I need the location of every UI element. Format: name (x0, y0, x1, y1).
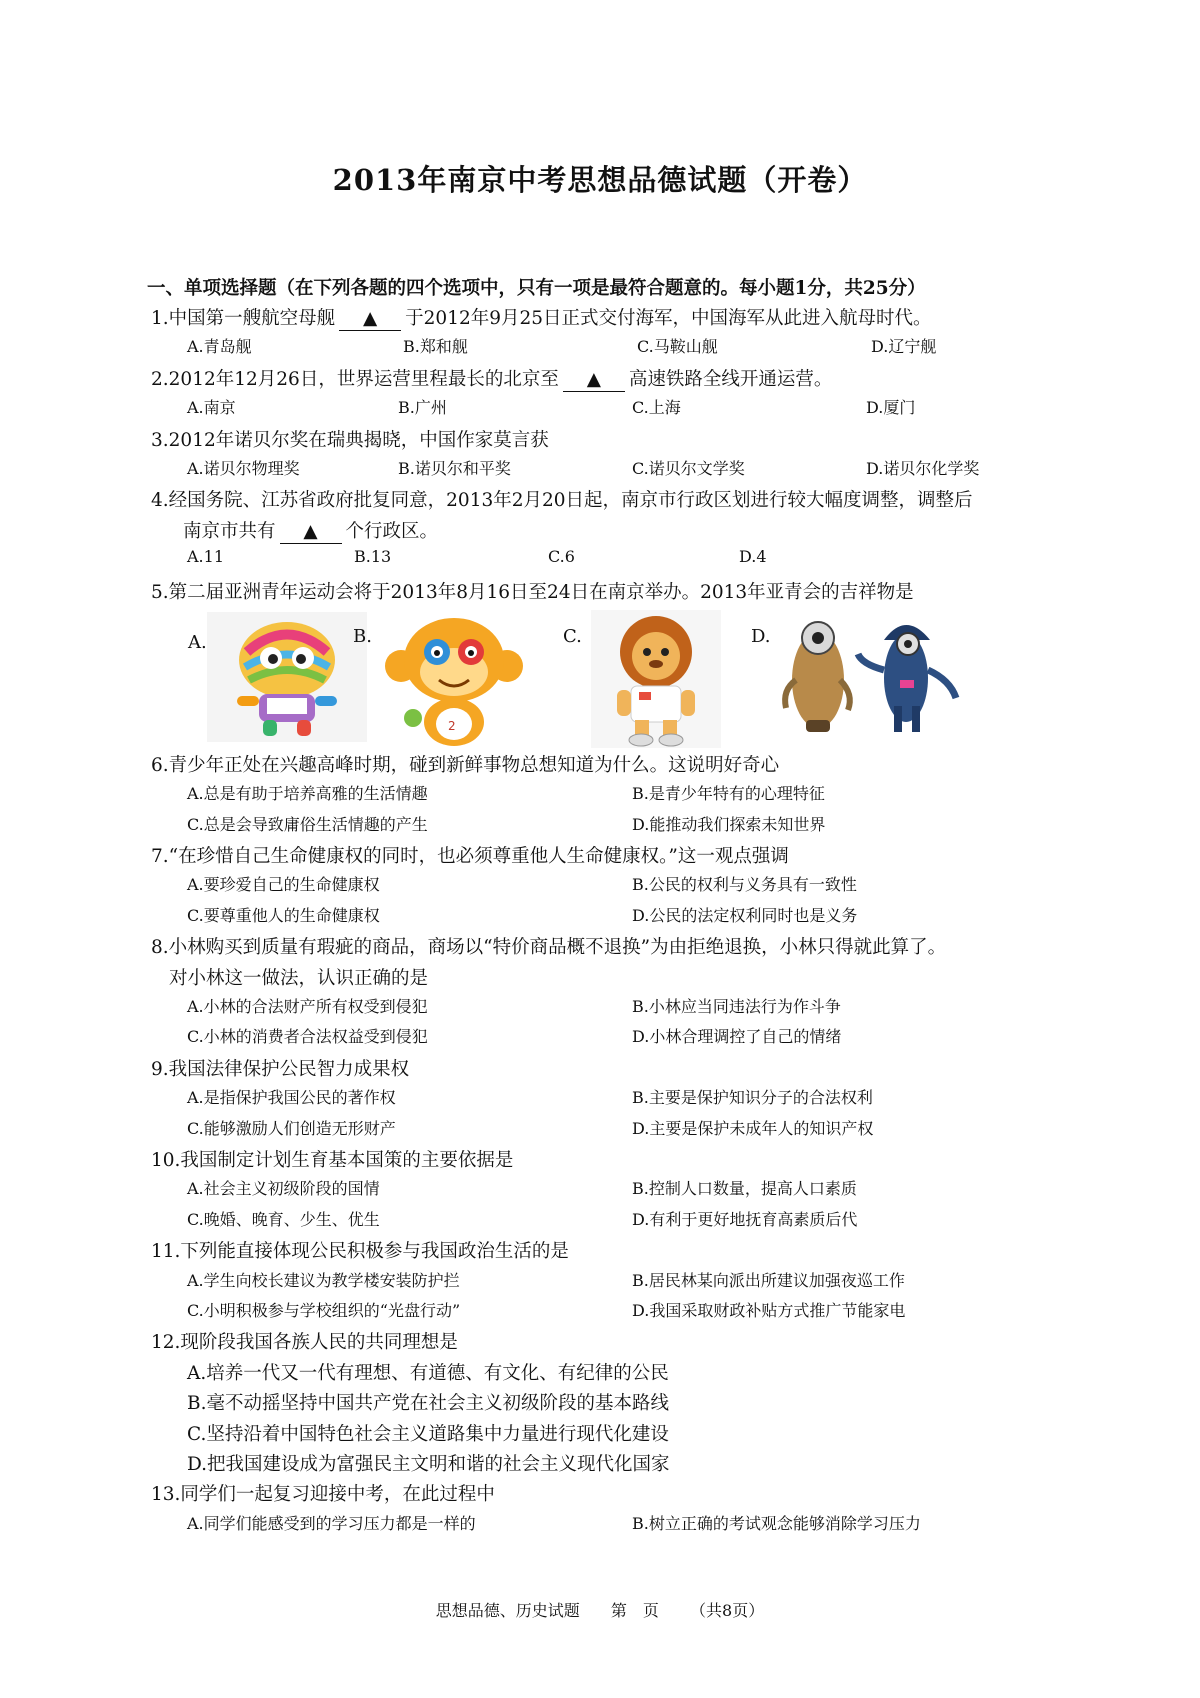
option-c: C.能够激励人们创造无形财产 (187, 1118, 396, 1138)
answer-blank: ▲ (339, 308, 401, 331)
option-b: B.13 (354, 547, 392, 567)
option-a: A.同学们能感受到的学习压力都是一样的 (187, 1513, 476, 1533)
options-row (151, 547, 1111, 577)
option-b: B.居民林某向派出所建议加强夜巡工作 (632, 1270, 905, 1290)
option-c: C.诺贝尔文学奖 (632, 458, 745, 478)
mascot-c-image (591, 610, 721, 748)
option-c: C.上海 (632, 398, 681, 418)
option-a: A.社会主义初级阶段的国情 (187, 1179, 380, 1199)
question-10: 10.我国制定计划生育基本国策的主要依据是 (151, 1149, 514, 1171)
option-d: D.把我国建设成为富强民主文明和谐的社会主义现代化国家 (187, 1453, 670, 1475)
answer-blank: ▲ (280, 521, 342, 544)
option-a: A.青岛舰 (187, 337, 252, 357)
option-c: C.晚婚、晚育、少生、优生 (187, 1209, 380, 1229)
options-row (151, 812, 1111, 842)
options-row (151, 994, 1111, 1024)
option-b: B.公民的权利与义务具有一致性 (632, 875, 857, 895)
question-1 (151, 304, 1111, 334)
question-stem: 于2012年9月25日正式交付海军，中国海军从此进入航母时代。 (405, 308, 932, 329)
option-a: A.是指保护我国公民的著作权 (187, 1088, 396, 1108)
option-a: A.南京 (187, 398, 236, 418)
question-2 (151, 365, 1111, 395)
options-row (151, 1085, 1111, 1115)
question-4-cont (151, 517, 1111, 547)
question-5: 5.第二届亚洲青年运动会将于2013年8月16日至24日在南京举办。2013年亚青会的吉祥物是 (151, 581, 914, 603)
options-row (151, 1176, 1111, 1206)
option-b: B.主要是保护知识分子的合法权利 (632, 1088, 873, 1108)
question-11: 11.下列能直接体现公民积极参与我国政治生活的是 (151, 1241, 569, 1263)
question-stem: 个行政区。 (345, 520, 439, 542)
question-stem: 1.中国第一艘航空母舰 (151, 308, 336, 329)
options-row (151, 872, 1111, 902)
question-12: 12.现阶段我国各族人民的共同理想是 (151, 1332, 458, 1354)
option-d: D.有利于更好地抚育高素质后代 (632, 1209, 858, 1229)
question-3: 3.2012年诺贝尔奖在瑞典揭晓，中国作家莫言获 (151, 429, 549, 451)
question-list (151, 304, 1111, 1541)
option-b: B.毫不动摇坚持中国共产党在社会主义初级阶段的基本路线 (187, 1393, 669, 1415)
option-b: B.郑和舰 (403, 337, 468, 357)
option-d-label: D. (751, 625, 771, 647)
answer-blank: ▲ (563, 369, 625, 392)
mascot-b-image (379, 610, 529, 748)
option-b: B.诺贝尔和平奖 (398, 458, 511, 478)
option-a: A.11 (187, 547, 224, 567)
option-b-label: B. (353, 625, 372, 647)
svg-text:2: 2 (448, 718, 456, 733)
option-c: C.小明积极参与学校组织的“光盘行动” (187, 1300, 461, 1320)
question-7: 7.“在珍惜自己生命健康权的同时，也必须尊重他人生命健康权。”这一观点强调 (151, 846, 789, 868)
options-row (151, 1511, 1111, 1541)
option-c: C.要尊重他人的生命健康权 (187, 905, 380, 925)
option-d: D.我国采取财政补贴方式推广节能家电 (632, 1300, 906, 1320)
options-row (151, 1207, 1111, 1237)
question-stem: 2.2012年12月26日，世界运营里程最长的北京至 (151, 368, 559, 390)
options-row (151, 395, 1111, 425)
option-c: C.坚持沿着中国特色社会主义道路集中力量进行现代化建设 (187, 1423, 669, 1445)
footer-page-number: 第 页 (610, 1601, 659, 1620)
option-d: D.4 (739, 547, 767, 567)
footer-page-total: （共8页） (690, 1601, 765, 1620)
option-a-label: A. (188, 631, 207, 653)
option-a: A.总是有助于培养高雅的生活情趣 (187, 784, 428, 804)
option-a: A.小林的合法财产所有权受到侵犯 (187, 997, 428, 1017)
option-b: B.是青少年特有的心理特征 (632, 784, 825, 804)
question-stem: 南京市共有 (183, 520, 276, 542)
option-d: D.主要是保护未成年人的知识产权 (632, 1118, 874, 1138)
options-row (151, 1268, 1111, 1298)
option-b: B.小林应当同违法行为作斗争 (632, 997, 841, 1017)
option-d: D.辽宁舰 (871, 337, 937, 357)
option-d: D.公民的法定权利同时也是义务 (632, 905, 858, 925)
options-row (151, 456, 1111, 486)
option-d: D.能推动我们探索未知世界 (632, 814, 826, 834)
options-row (151, 903, 1111, 933)
footer-subject: 思想品德、历史试题 (435, 1601, 580, 1620)
option-c-label: C. (563, 625, 582, 647)
mascot-a-image (207, 612, 367, 742)
option-a: A.诺贝尔物理奖 (187, 458, 300, 478)
question-6: 6.青少年正处在兴趣高峰时期，碰到新鲜事物总想知道为什么。这说明好奇心 (151, 754, 780, 776)
option-b: B.控制人口数量，提高人口素质 (632, 1179, 857, 1199)
section-heading: 一、单项选择题（在下列各题的四个选项中，只有一项是最符合题意的。每小题1分，共25分） (147, 278, 926, 299)
question-9: 9.我国法律保护公民智力成果权 (151, 1058, 410, 1080)
question-8: 8.小林购买到质量有瑕疵的商品，商场以“特价商品概不退换”为由拒绝退换，小林只得就此算了。 (151, 937, 947, 959)
question-8-cont: 对小林这一做法，认识正确的是 (169, 967, 429, 989)
options-row (151, 1116, 1111, 1146)
option-c: C.马鞍山舰 (637, 337, 718, 357)
options-row (151, 1024, 1111, 1054)
option-a: A.要珍爱自己的生命健康权 (187, 875, 380, 895)
question-13: 13.同学们一起复习迎接中考，在此过程中 (151, 1484, 495, 1506)
option-d: D.厦门 (866, 398, 916, 418)
question-4: 4.经国务院、江苏省政府批复同意，2013年2月20日起，南京市行政区划进行较大幅度调整，调整后 (151, 490, 973, 512)
options-row (151, 334, 1111, 364)
option-a: A.学生向校长建议为教学楼安装防护拦 (187, 1270, 460, 1290)
option-b: B.广州 (398, 398, 447, 418)
mascot-d-image (766, 610, 966, 740)
options-row (151, 1298, 1111, 1328)
option-a: A.培养一代又一代有理想、有道德、有文化、有纪律的公民 (187, 1362, 669, 1384)
mascot-options (151, 608, 1111, 751)
option-d: D.诺贝尔化学奖 (866, 458, 980, 478)
page-footer (0, 1598, 1200, 1621)
option-d: D.小林合理调控了自己的情绪 (632, 1027, 842, 1047)
options-row (151, 781, 1111, 811)
option-c: C.6 (548, 547, 575, 567)
option-c: C.总是会导致庸俗生活情趣的产生 (187, 814, 428, 834)
question-stem: 高速铁路全线开通运营。 (628, 368, 833, 390)
exam-title: 2013年南京中考思想品德试题（开卷） (332, 163, 868, 197)
option-c: C.小林的消费者合法权益受到侵犯 (187, 1027, 428, 1047)
option-b: B.树立正确的考试观念能够消除学习压力 (632, 1513, 921, 1533)
